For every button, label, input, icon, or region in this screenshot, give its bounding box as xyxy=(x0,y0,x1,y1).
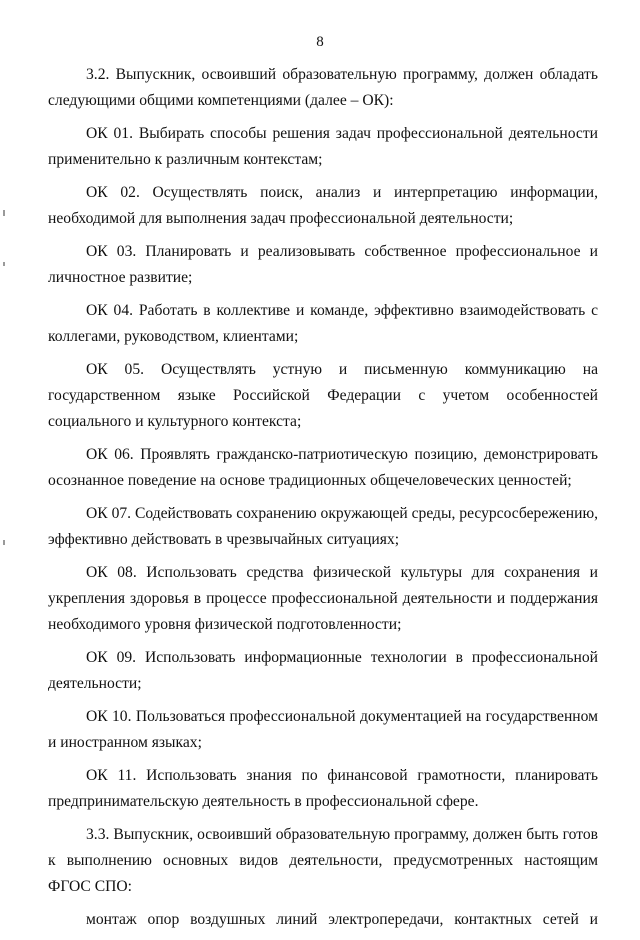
scan-edge-mark xyxy=(3,540,5,545)
paragraph-section-3-3: 3.3. Выпускник, освоивший образовательную программу, должен быть готов к выполнению основных видов деятельности, предусмотренных настоящим ФГОС СПО: xyxy=(48,826,598,895)
paragraph-ok-03: ОК 03. Планировать и реализовывать собственное профессиональное и личностное развитие; xyxy=(48,243,598,286)
paragraph-activity-mounting: монтаж опор воздушных линий электропередачи, контактных сетей и xyxy=(86,911,598,928)
page-number: 8 xyxy=(316,34,324,50)
paragraph-ok-04: ОК 04. Работать в коллективе и команде, эффективно взаимодействовать с коллегами, руководством, клиентами; xyxy=(48,302,598,345)
paragraph-ok-10: ОК 10. Пользоваться профессиональной документацией на государственном и иностранном языках; xyxy=(48,708,598,751)
paragraph-ok-09: ОК 09. Использовать информационные технологии в профессиональной деятельности; xyxy=(48,649,598,692)
scan-edge-mark xyxy=(3,262,5,266)
paragraph-ok-06: ОК 06. Проявлять гражданско-патриотическую позицию, демонстрировать осознанное поведение на основе традиционных общечеловеческих ценностей; xyxy=(48,446,598,489)
scan-edge-mark xyxy=(3,210,5,216)
paragraph-ok-08: ОК 08. Использовать средства физической культуры для сохранения и укрепления здоровья в процессе профессиональной деятельности и поддержания необходимого уровня физической подготовленности; xyxy=(48,564,598,633)
paragraph-ok-01: ОК 01. Выбирать способы решения задач профессиональной деятельности применительно к различным контекстам; xyxy=(48,125,598,168)
paragraph-ok-07: ОК 07. Содействовать сохранению окружающей среды, ресурсосбережению, эффективно действовать в чрезвычайных ситуациях; xyxy=(48,505,598,548)
paragraph-ok-05: ОК 05. Осуществлять устную и письменную коммуникацию на государственном языке Российской Федерации с учетом особенностей социального и культурного контекста; xyxy=(48,361,598,430)
paragraph-ok-02: ОК 02. Осуществлять поиск, анализ и интерпретацию информации, необходимой для выполнения задач профессиональной деятельности; xyxy=(48,184,598,227)
document-body xyxy=(48,62,598,940)
paragraph-section-3-2: 3.2. Выпускник, освоивший образовательную программу, должен обладать следующими общими компетенциями (далее – ОК): xyxy=(48,66,598,109)
paragraph-ok-11: ОК 11. Использовать знания по финансовой грамотности, планировать предпринимательскую деятельность в профессиональной сфере. xyxy=(48,767,598,810)
